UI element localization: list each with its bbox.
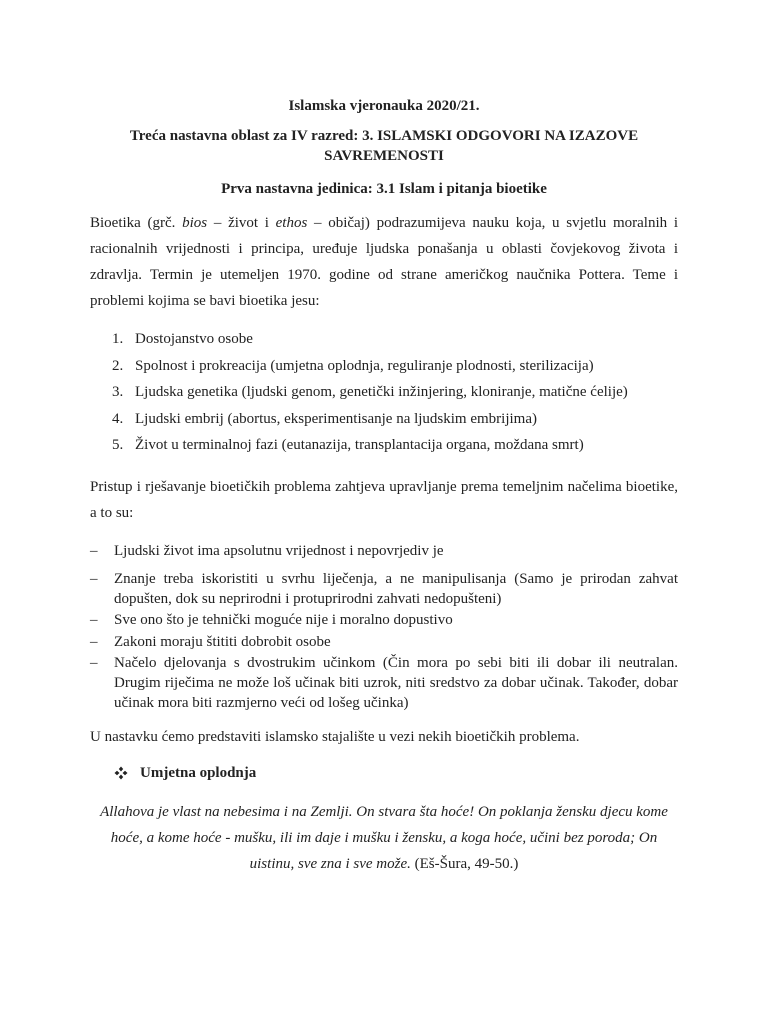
section-heading-text: Umjetna oplodnja [140,765,257,781]
list-item-text: Ljudska genetika (ljudski genom, genetički inžinjering, kloniranje, matične ćelije) [135,384,628,400]
list-item-text: Dostojanstvo osobe [135,331,253,347]
list-item-text: Život u terminalnoj fazi (eutanazija, transplantacija organa, moždana smrt) [135,437,584,453]
dash-bullet: – [90,570,98,587]
dash-bullet: – [90,542,98,559]
list-number: 4. [112,410,124,427]
dash-bullet: – [90,655,98,671]
list-item-text: Ljudski život ima apsolutnu vrijednost i nepovrjediv je [114,542,444,559]
list-item-text: Načelo djelovanja s dvostrukim učinkom (Čin mora po sebi biti ili dobar ili neutralan. Drugim riječima ne može loš učinak biti uzrok, niti sredstvo za dobar učinak. Također, dobar učinak mora biti razmjerno veći od lošeg učinka) [114,655,678,711]
list-item [90,653,678,713]
bioethics-principles-list [90,541,678,714]
document-page [90,96,678,877]
quote-text: Allahova je vlast na nebesima i na Zemlji. On stvara šta hoće! On poklanja žensku djecu kome hoće, a kome hoće - mušku, ili im daje i mušku i žensku, a koga hoće, učini bez poroda; On uistinu, sve zna i sve može. [100,804,668,872]
list-number: 5. [112,437,124,453]
intro-text-3: – običaj) podrazumijeva nauku koja, u svjetlu moralnih i racionalnih vrijednosti i principa, uređuje ljudska ponašanja u oblasti čovjekovog života i zdravlja. Termin je utemeljen 1970. godine od strane američkog naučnika Pottera. Teme i problemi kojima se bavi bioetika jesu: [90,215,678,309]
list-item [90,326,678,353]
list-item [90,379,678,406]
list-item [90,610,678,630]
teaching-unit-title: Prva nastavna jedinica: 3.1 Islam i pitanja bioetike [221,181,547,197]
list-item [90,353,678,380]
list-number: 2. [112,357,124,374]
term-ethos: ethos [275,215,308,231]
list-item-text: Znanje treba iskoristiti u svrhu liječenja, a ne manipulisanja (Samo je prirodan zahvat dopušten, dok su neprirodni i protuprirodni zahvati nedopušteni) [114,570,678,607]
list-item-text: Ljudski embrij (abortus, eksperimentisanje na ljudskim embrijima) [135,410,537,427]
list-item [90,406,678,433]
four-diamond-bullet-icon [114,766,128,780]
quran-quote [90,799,678,877]
continuation-paragraph: U nastavku ćemo predstaviti islamsko stajalište u vezi nekih bioetičkih problema. [90,729,580,745]
term-bios: bios [182,215,208,231]
document-title: Islamska vjeronauka 2020/21. [288,98,480,114]
approach-paragraph: Pristup i rješavanje bioetičkih problema zahtjeva upravljanje prema temeljnim načelima bioetike, a to su: [90,478,678,521]
dash-bullet: – [90,633,98,650]
section-heading [90,763,678,783]
dash-bullet: – [90,612,98,628]
list-item [90,541,678,561]
list-number: 3. [112,384,124,400]
intro-paragraph [90,210,678,314]
quote-reference: (Eš-Šura, 49-50.) [410,856,519,872]
bioethics-topics-list [90,326,678,459]
intro-text-2: – život i [207,215,276,231]
list-item-text: Sve ono što je tehnički moguće nije i moralno dopustivo [114,612,453,628]
list-number: 1. [112,331,124,347]
list-item-text: Spolnost i prokreacija (umjetna oplodnja, reguliranje plodnosti, sterilizacija) [135,357,594,374]
list-item [90,432,678,459]
list-item-text: Zakoni moraju štititi dobrobit osobe [114,633,331,650]
teaching-area-title: Treća nastavna oblast za IV razred: 3. ISLAMSKI ODGOVORI NA IZAZOVE SAVREMENOSTI [129,128,639,164]
list-item [90,569,678,609]
list-item [90,632,678,652]
intro-text-1: Bioetika (grč. [90,215,183,231]
